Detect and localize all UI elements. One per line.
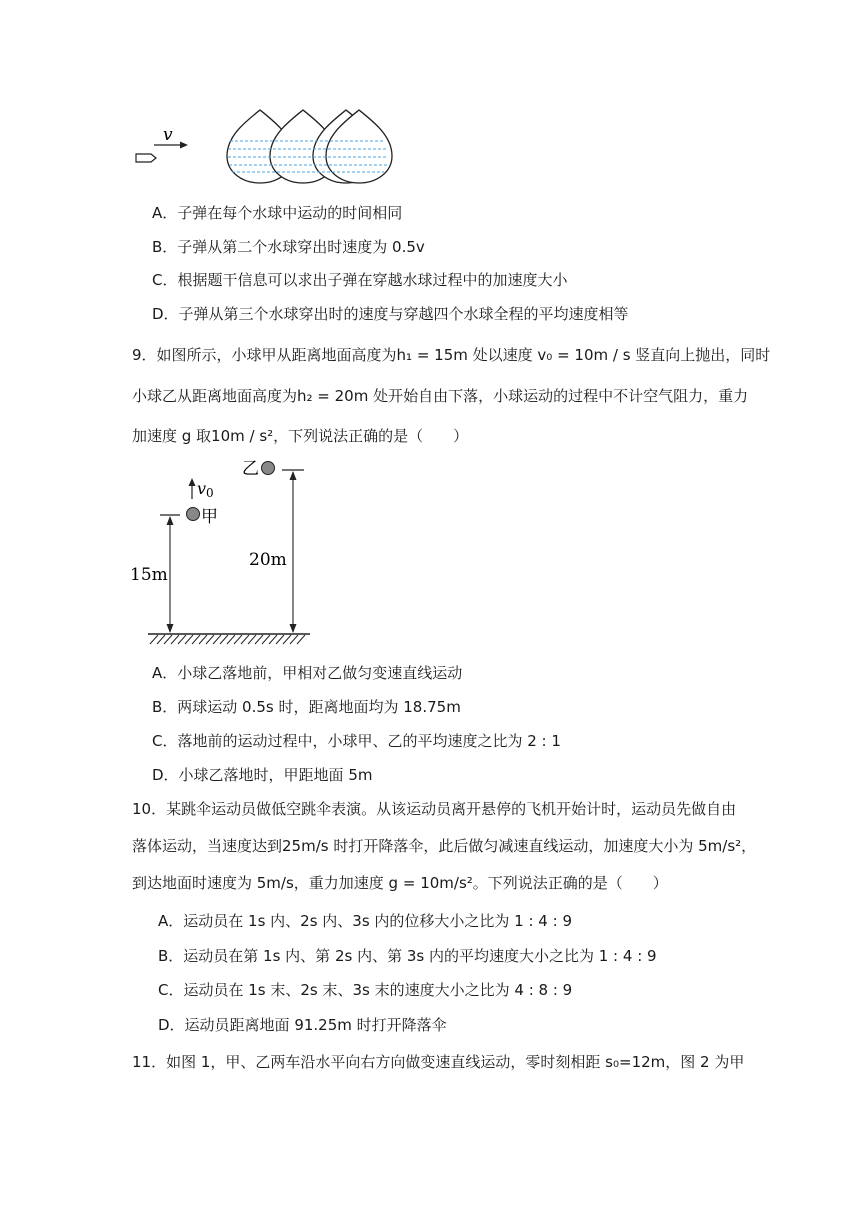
- ball-yi-label: 乙: [242, 459, 259, 479]
- ball-jia: [187, 508, 200, 521]
- q10-stem-line-2: 落体运动，当速度达到25m/s 时打开降落伞，此后做匀减速直线运动，加速度大小为 5m/s²，: [132, 837, 757, 855]
- velocity-arrow-head: [180, 142, 188, 149]
- q8-option-a: A．子弹在每个水球中运动的时间相同: [152, 204, 403, 222]
- yi-arrow-up: [290, 471, 297, 480]
- jia-arrow-down: [167, 624, 174, 633]
- q10-option-c: C．运动员在 1s 末、2s 末、3s 末的速度大小之比为 4 : 8 : 9: [158, 981, 573, 999]
- jia-arrow-up: [167, 516, 174, 525]
- q9-option-d: D．小球乙落地时，甲距地面 5m: [152, 766, 373, 784]
- q9-stem-line-1: 9．如图所示，小球甲从距离地面高度为h₁ = 15m 处以速度 v₀ = 10m / s 竖直向上抛出，同时: [132, 346, 771, 364]
- q10-stem-line-1: 10．某跳伞运动员做低空跳伞表演。从该运动员离开悬停的飞机开始计时，运动员先做自由: [132, 800, 737, 818]
- q9-option-c: C．落地前的运动过程中，小球甲、乙的平均速度之比为 2 : 1: [152, 732, 561, 750]
- water-balloon-figure: [130, 108, 400, 188]
- velocity-label: v: [163, 125, 173, 145]
- v0-label: v0: [197, 479, 214, 500]
- ground-hatching: [150, 635, 305, 644]
- q10-stem-line-3: 到达地面时速度为 5m/s，重力加速度 g = 10m/s²。下列说法正确的是（ ）: [132, 874, 668, 892]
- q8-option-b: B．子弹从第二个水球穿出时速度为 0.5v: [152, 238, 425, 256]
- q8-option-c: C．根据题干信息可以求出子弹在穿越水球过程中的加速度大小: [152, 271, 568, 289]
- q11-stem-line-1: 11．如图 1，甲、乙两车沿水平向右方向做变速直线运动，零时刻相距 s₀=12m，图 2 为甲: [132, 1053, 745, 1071]
- q10-option-a: A．运动员在 1s 内、2s 内、3s 内的位移大小之比为 1 : 4 : 9: [158, 912, 572, 930]
- ball-jia-label: 甲: [201, 507, 218, 527]
- q10-option-b: B．运动员在第 1s 内、第 2s 内、第 3s 内的平均速度大小之比为 1 : 4 : 9: [158, 947, 657, 965]
- height-yi-label: 20m: [249, 550, 287, 570]
- bullet: [136, 154, 156, 162]
- q10-option-d: D．运动员距离地面 91.25m 时打开降落伞: [158, 1016, 447, 1034]
- q9-stem-line-3: 加速度 g 取10m / s²，下列说法正确的是（ ）: [132, 427, 469, 445]
- two-balls-figure: [120, 452, 320, 652]
- ball-yi: [262, 462, 275, 475]
- yi-arrow-down: [290, 624, 297, 633]
- height-jia-label: 15m: [130, 565, 168, 585]
- q9-option-b: B．两球运动 0.5s 时，距离地面均为 18.75m: [152, 698, 461, 716]
- velocity-arrow-v0-head: [189, 478, 196, 486]
- q9-option-a: A．小球乙落地前，甲相对乙做匀变速直线运动: [152, 664, 463, 682]
- q9-stem-line-2: 小球乙从距离地面高度为h₂ = 20m 处开始自由下落，小球运动的过程中不计空气阻力，重力: [132, 387, 749, 405]
- q8-option-d: D．子弹从第三个水球穿出时的速度与穿越四个水球全程的平均速度相等: [152, 305, 629, 323]
